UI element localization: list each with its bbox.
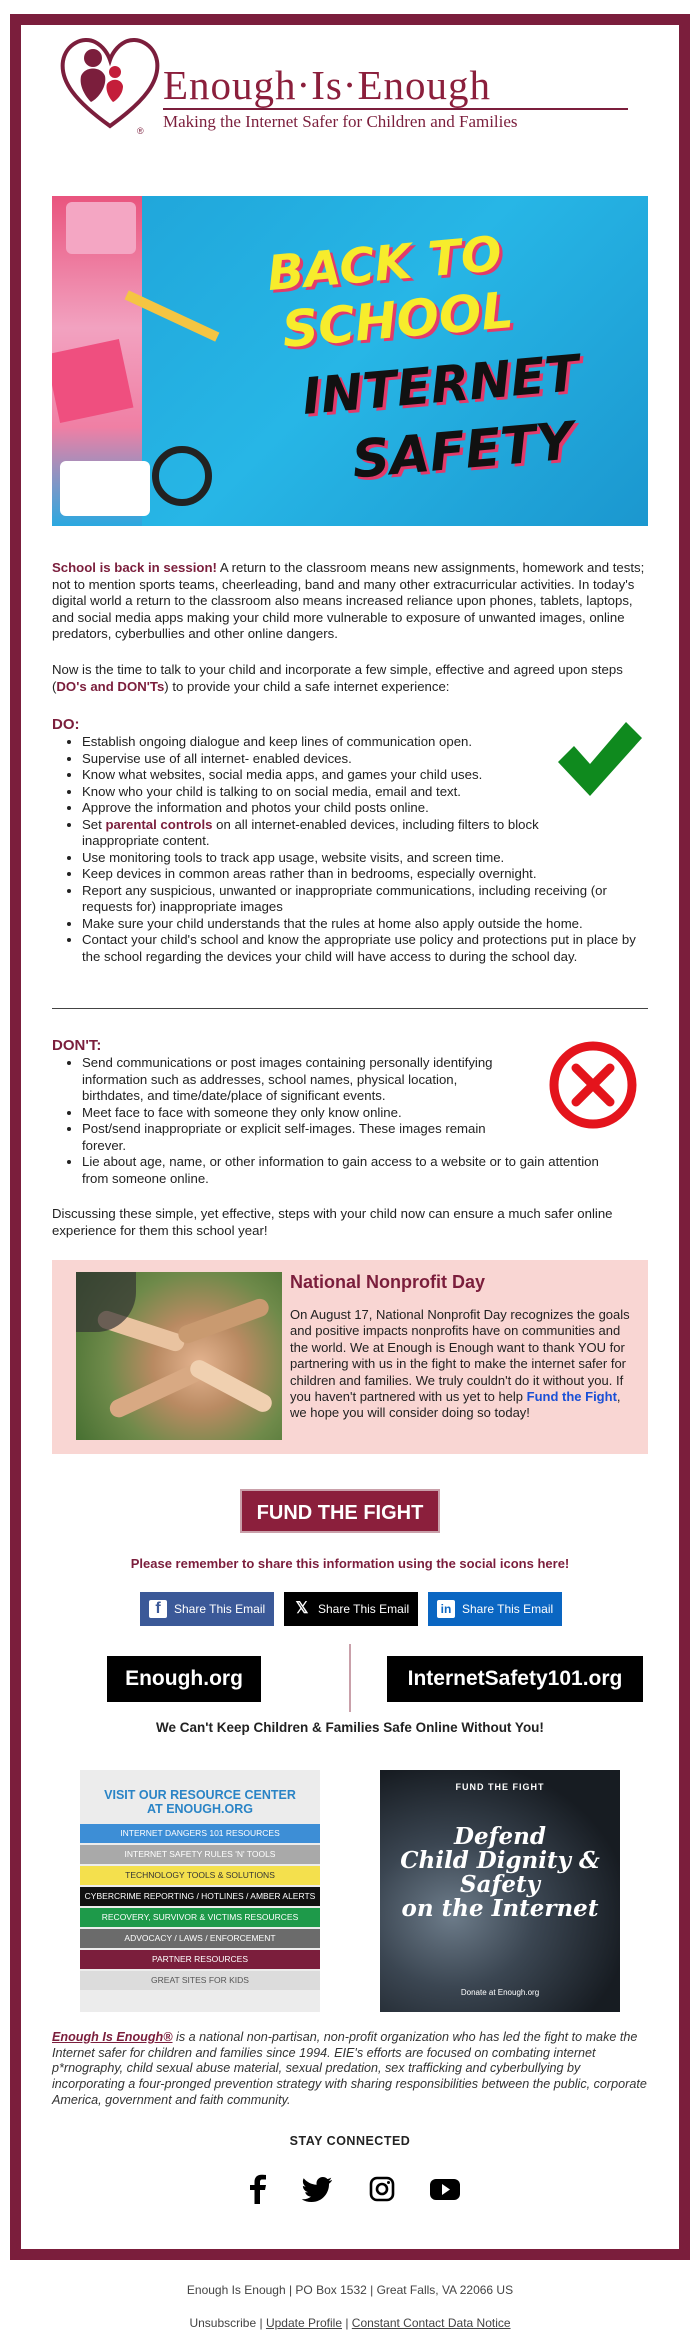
list-item: • Know what websites, social media apps, and games your child uses. xyxy=(82,767,582,784)
resource-title xyxy=(80,1788,320,1816)
x-logo-icon: 𝕏 xyxy=(295,1600,309,1617)
enough-org-button[interactable]: Enough.org xyxy=(107,1656,261,1702)
resource-bar[interactable]: INTERNET SAFETY RULES 'N' TOOLS xyxy=(80,1845,320,1864)
banner-line-school: SCHOOL xyxy=(279,281,516,359)
banner-line-back-to: BACK TO xyxy=(265,225,504,303)
logo-registered-mark: ® xyxy=(137,126,144,136)
resource-bar[interactable]: ADVOCACY / LAWS / ENFORCEMENT xyxy=(80,1929,320,1948)
nonprofit-day-text xyxy=(290,1307,630,1422)
parental-post: on all internet-enabled devices, including filters to block inappropriate content. xyxy=(82,816,539,848)
dont-list xyxy=(82,1055,599,1187)
list-item: • Meet face to face with someone they only know online. xyxy=(82,1105,522,1122)
share-facebook-label: Share This Email xyxy=(174,1602,266,1616)
share-facebook-button[interactable] xyxy=(140,1592,274,1626)
cant-keep-tagline: We Can't Keep Children & Families Safe Online Without You! xyxy=(156,1720,544,1735)
about-text: is a national non-partisan, non-profit organization who has led the fight to make the Internet safer for children and families since 1994. EIE's efforts are focused on combating internet p*rnography, child sexual abuse material, sexual predation, sex trafficking and cyberbullying by incorporating a four-pronged prevention strategy with sharing responsibilities between the public, corporate America, government and faith community. xyxy=(52,2030,647,2107)
intro-body: A return to the classroom means new assignments, homework and tests; not to mention sports teams, cheerleading, band and many other extracurricular activities. In today's digital world a return to the classroom also means increased reliance upon phones, tablets, laptops, and social media apps making your child more vulnerable to exposure of unwanted images, online predators, cyberbullies and other online dangers. xyxy=(52,560,645,641)
closing-paragraph: Discussing these simple, yet effective, steps with your child now can ensure a much safer online experience for them this school year! xyxy=(52,1206,613,1238)
fund-image-line-2: Child Dignity & xyxy=(400,1847,600,1874)
back-to-school-banner[interactable] xyxy=(52,196,648,526)
logo-wordmark: Enough·Is·Enough xyxy=(163,62,492,108)
resource-bar[interactable]: CYBERCRIME REPORTING / HOTLINES / AMBER ALERTS xyxy=(80,1887,320,1906)
resource-bar[interactable]: GREAT SITES FOR KIDS xyxy=(80,1971,320,1990)
do-heading: DO: xyxy=(52,716,80,733)
list-item: • Keep devices in common areas rather than in bedrooms, especially overnight. xyxy=(82,866,622,883)
eie-logo[interactable] xyxy=(55,26,635,141)
facebook-icon: f xyxy=(149,1600,167,1618)
checkmark-icon xyxy=(554,716,644,800)
internetsafety101-button[interactable]: InternetSafety101.org xyxy=(387,1656,643,1702)
nonprofit-text-body: On August 17, National Nonprofit Day recognizes the goals and positive impacts nonprofits have on communities and the world. We at Enough is Enough want to thank YOU for partnering with us in the fight to make the internet safer for children and families. We truly couldn't do it without you. If you haven't partnered with us yet to help xyxy=(290,1307,630,1405)
resource-bar[interactable]: INTERNET DANGERS 101 RESOURCES xyxy=(80,1824,320,1843)
intro-paragraph xyxy=(52,560,648,643)
resource-center-banner[interactable] xyxy=(80,1770,320,2012)
list-item: • Make sure your child understands that the rules at home also apply outside the home. xyxy=(82,916,648,933)
intro-p2-end: ) to provide your child a safe internet experience: xyxy=(164,678,450,694)
about-org-link[interactable]: Enough Is Enough® xyxy=(52,2030,173,2044)
fund-image-top: FUND THE FIGHT xyxy=(455,1782,545,1792)
constant-contact-data-notice-link[interactable]: Constant Contact Data Notice xyxy=(351,2316,511,2330)
intro-p2-start: Now is the time to talk to your child and incorporate a few simple, effective and agreed upon steps ( xyxy=(52,662,623,694)
share-x-label: Share This Email xyxy=(318,1602,410,1616)
stay-connected-heading: STAY CONNECTED xyxy=(289,2134,411,2148)
list-item: • Approve the information and photos your child posts online. xyxy=(82,800,582,817)
resource-title-line-1: VISIT OUR RESOURCE CENTER xyxy=(104,1788,296,1802)
parental-controls-text: parental controls xyxy=(105,816,213,832)
list-item: • Contact your child's school and know the appropriate use policy and protections put in place by the school regarding the devices your child will have access to during the school day. xyxy=(82,932,642,965)
vertical-divider xyxy=(349,1644,351,1712)
footer-address: Enough Is Enough | PO Box 1532 | Great Falls, VA 22066 US xyxy=(186,2283,514,2297)
footer-links xyxy=(0,2316,700,2330)
list-item: • Report any suspicious, unwanted or inappropriate communications, including receiving (or requests for) inappropriate images xyxy=(82,883,648,916)
list-item: • Establish ongoing dialogue and keep lines of communication open. xyxy=(82,734,582,751)
nonprofit-day-title: National Nonprofit Day xyxy=(290,1272,486,1292)
twitter-icon[interactable] xyxy=(301,2172,335,2206)
list-item: • Lie about age, name, or other information to gain access to a website or to gain attention from someone online. xyxy=(82,1154,602,1187)
share-linkedin-label: Share This Email xyxy=(462,1602,554,1616)
fund-the-fight-link[interactable]: Fund the Fight xyxy=(526,1389,617,1405)
pink-backpack-icon xyxy=(66,202,136,254)
resource-bar[interactable]: RECOVERY, SURVIVOR & VICTIMS RESOURCES xyxy=(80,1908,320,1927)
instagram-icon[interactable] xyxy=(365,2172,399,2206)
nonprofit-text-end: , we hope you will consider doing so today! xyxy=(290,1389,621,1421)
banner-line-safety: SAFETY xyxy=(349,411,577,491)
share-linkedin-button[interactable] xyxy=(428,1592,562,1626)
fund-image-headline xyxy=(380,1825,620,1921)
logo-rule xyxy=(163,108,628,110)
do-list xyxy=(82,734,636,965)
list-item: • Send communications or post images containing personally identifying information such as addresses, school names, physical location, birthdates, and time/date/place of significant events. xyxy=(82,1055,522,1105)
hands-together-icon xyxy=(76,1272,282,1440)
fund-image-donate: Donate at Enough.org xyxy=(460,1988,540,1997)
logo-tagline: Making the Internet Safer for Children and Families xyxy=(163,112,518,131)
footer-separator: | xyxy=(342,2316,352,2330)
list-item xyxy=(82,817,602,850)
resource-bar[interactable]: TECHNOLOGY TOOLS & SOLUTIONS xyxy=(80,1866,320,1885)
dont-heading: DON'T: xyxy=(52,1037,102,1054)
list-item: • Supervise use of all internet- enabled devices. xyxy=(82,751,582,768)
heart-family-icon xyxy=(55,26,165,136)
about-paragraph xyxy=(52,2030,648,2109)
paint-palette-icon xyxy=(60,461,150,516)
facebook-icon[interactable] xyxy=(241,2172,275,2206)
x-circle-icon xyxy=(548,1040,638,1130)
parental-pre: Set xyxy=(82,816,106,832)
fund-image-line-4: on the Internet xyxy=(401,1895,599,1922)
share-reminder: Please remember to share this information using the social icons here! xyxy=(130,1556,570,1571)
resource-title-line-2: AT ENOUGH.ORG xyxy=(146,1802,254,1816)
fund-image-line-1: Defend xyxy=(454,1823,546,1850)
fund-image-line-3: Safety xyxy=(459,1871,541,1898)
list-item: • Use monitoring tools to track app usage, website visits, and screen time. xyxy=(82,850,622,867)
fund-the-fight-button[interactable]: FUND THE FIGHT xyxy=(240,1489,440,1533)
youtube-icon[interactable] xyxy=(428,2172,462,2206)
share-x-button[interactable] xyxy=(284,1592,418,1626)
intro-lead: School is back in session! xyxy=(52,560,217,575)
unsubscribe-link[interactable]: Unsubscribe xyxy=(189,2316,257,2330)
intro-paragraph-2 xyxy=(52,662,648,695)
linkedin-icon: in xyxy=(437,1600,455,1618)
magnifier-icon xyxy=(152,446,212,506)
defend-child-dignity-banner[interactable] xyxy=(380,1770,620,2012)
footer-separator: | xyxy=(256,2316,266,2330)
list-item: • Know who your child is talking to on social media, email and text. xyxy=(82,784,582,801)
section-divider xyxy=(52,1008,648,1009)
intro-p2-bold: DO's and DON'Ts xyxy=(56,678,165,694)
list-item: • Post/send inappropriate or explicit self-images. These images remain forever. xyxy=(82,1121,522,1154)
resource-bar[interactable]: PARTNER RESOURCES xyxy=(80,1950,320,1969)
update-profile-link[interactable]: Update Profile xyxy=(265,2316,342,2330)
banner-line-internet: INTERNET xyxy=(300,344,582,426)
